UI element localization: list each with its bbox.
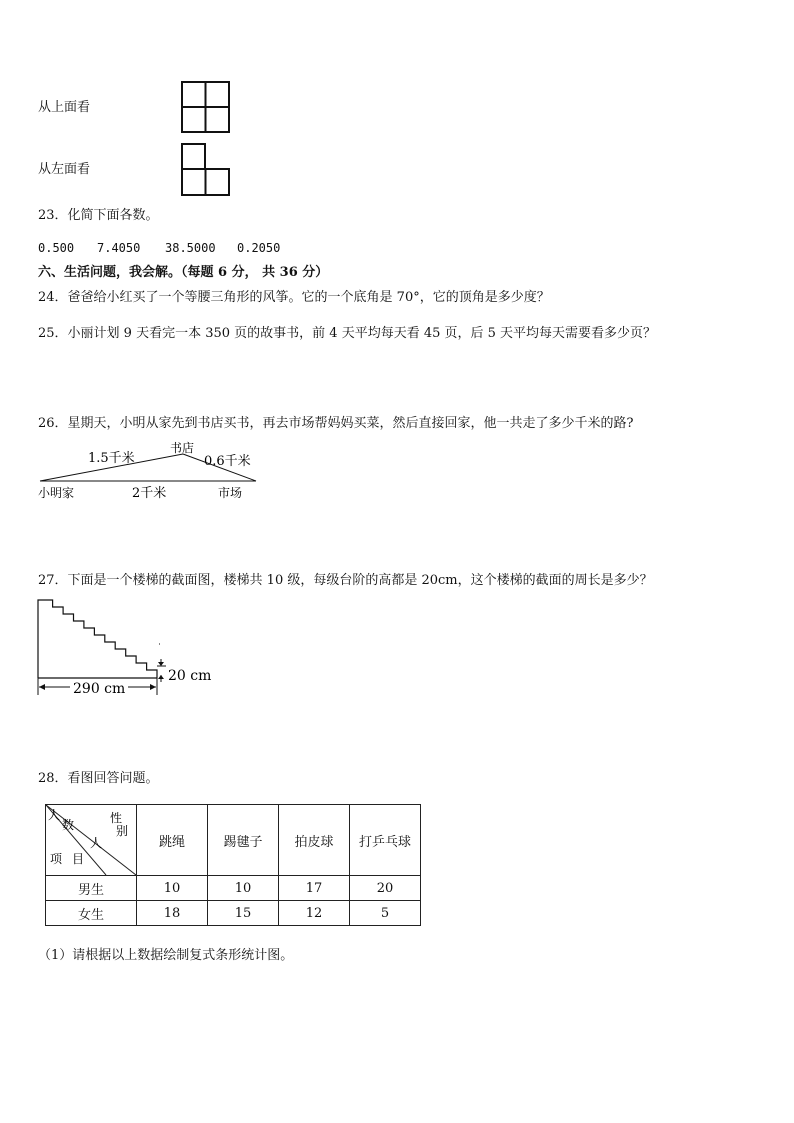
- bookstore-label: 书店: [170, 441, 195, 455]
- column-header: 踢毽子: [208, 805, 279, 876]
- staircase-diagram: [34, 596, 224, 698]
- step-height-label: 20 cm: [168, 668, 212, 684]
- table-cell: 5: [350, 901, 421, 926]
- table-cell: 12: [279, 901, 350, 926]
- sports-table: [45, 804, 421, 926]
- table-row: [46, 876, 421, 901]
- row-label: 男生: [46, 876, 137, 901]
- column-header: 打乒乓球: [350, 805, 421, 876]
- q26-text: 26．星期天，小明从家先到书店买书，再去市场帮妈妈买菜，然后直接回家，他一共走了多少千米的路?: [38, 416, 634, 431]
- top-view-label: 从上面看: [38, 100, 91, 115]
- home-to-market-label: 2千米: [132, 486, 167, 501]
- column-header: 拍皮球: [279, 805, 350, 876]
- table-corner-header: [46, 805, 137, 876]
- row-label: 女生: [46, 901, 137, 926]
- q23-number: 0.2050: [237, 241, 281, 255]
- table-cell: 10: [208, 876, 279, 901]
- table-row: [46, 901, 421, 926]
- svg-text:数: 数: [62, 818, 75, 832]
- q23-number: 7.4050: [97, 241, 141, 255]
- bookstore-to-market-label: 0.6千米: [204, 454, 251, 469]
- svg-text:目: 目: [72, 852, 85, 866]
- home-to-bookstore-label: 1.5千米: [88, 451, 135, 466]
- q27-text: 27．下面是一个楼梯的截面图，楼梯共 10 级，每级台阶的高都是 20cm，这个楼梯的截面的周长是多少？: [38, 573, 653, 588]
- table-cell: 10: [137, 876, 208, 901]
- q28-sub1: （1）请根据以上数据绘制复式条形统计图。: [38, 948, 294, 963]
- q23-title: 23．化简下面各数。: [38, 208, 159, 223]
- market-label: 市场: [218, 486, 243, 500]
- column-header: 跳绳: [137, 805, 208, 876]
- q23-number: 38.5000: [165, 241, 216, 255]
- svg-text:人: 人: [48, 808, 61, 822]
- q25-text: 25．小丽计划 9 天看完一本 350 页的故事书，前 4 天平均每天看 45 页，后 5 天平均每天需要看多少页？: [38, 326, 657, 341]
- section-title: 六、生活问题，我会解。（每题 6 分， 共 36 分）: [38, 265, 329, 280]
- table-cell: 18: [137, 901, 208, 926]
- svg-text:项: 项: [50, 852, 63, 866]
- top-view-figure: [180, 80, 232, 134]
- q24-text: 24．爸爸给小红买了一个等腰三角形的风筝。它的一个底角是 70°，它的顶角是多少度？: [38, 290, 550, 305]
- home-label: 小明家: [38, 486, 75, 500]
- left-view-figure: [180, 142, 232, 198]
- q23-number: 0.500: [38, 241, 75, 255]
- svg-text:人: 人: [90, 836, 103, 850]
- table-cell: 15: [208, 901, 279, 926]
- svg-text:别: 别: [116, 824, 129, 838]
- table-cell: 17: [279, 876, 350, 901]
- left-view-label: 从左面看: [38, 162, 91, 177]
- table-cell: 20: [350, 876, 421, 901]
- base-width-label: 290 cm: [73, 681, 126, 697]
- svg-text:性: 性: [110, 811, 123, 825]
- route-diagram: [36, 438, 276, 504]
- q28-title: 28．看图回答问题。: [38, 771, 159, 786]
